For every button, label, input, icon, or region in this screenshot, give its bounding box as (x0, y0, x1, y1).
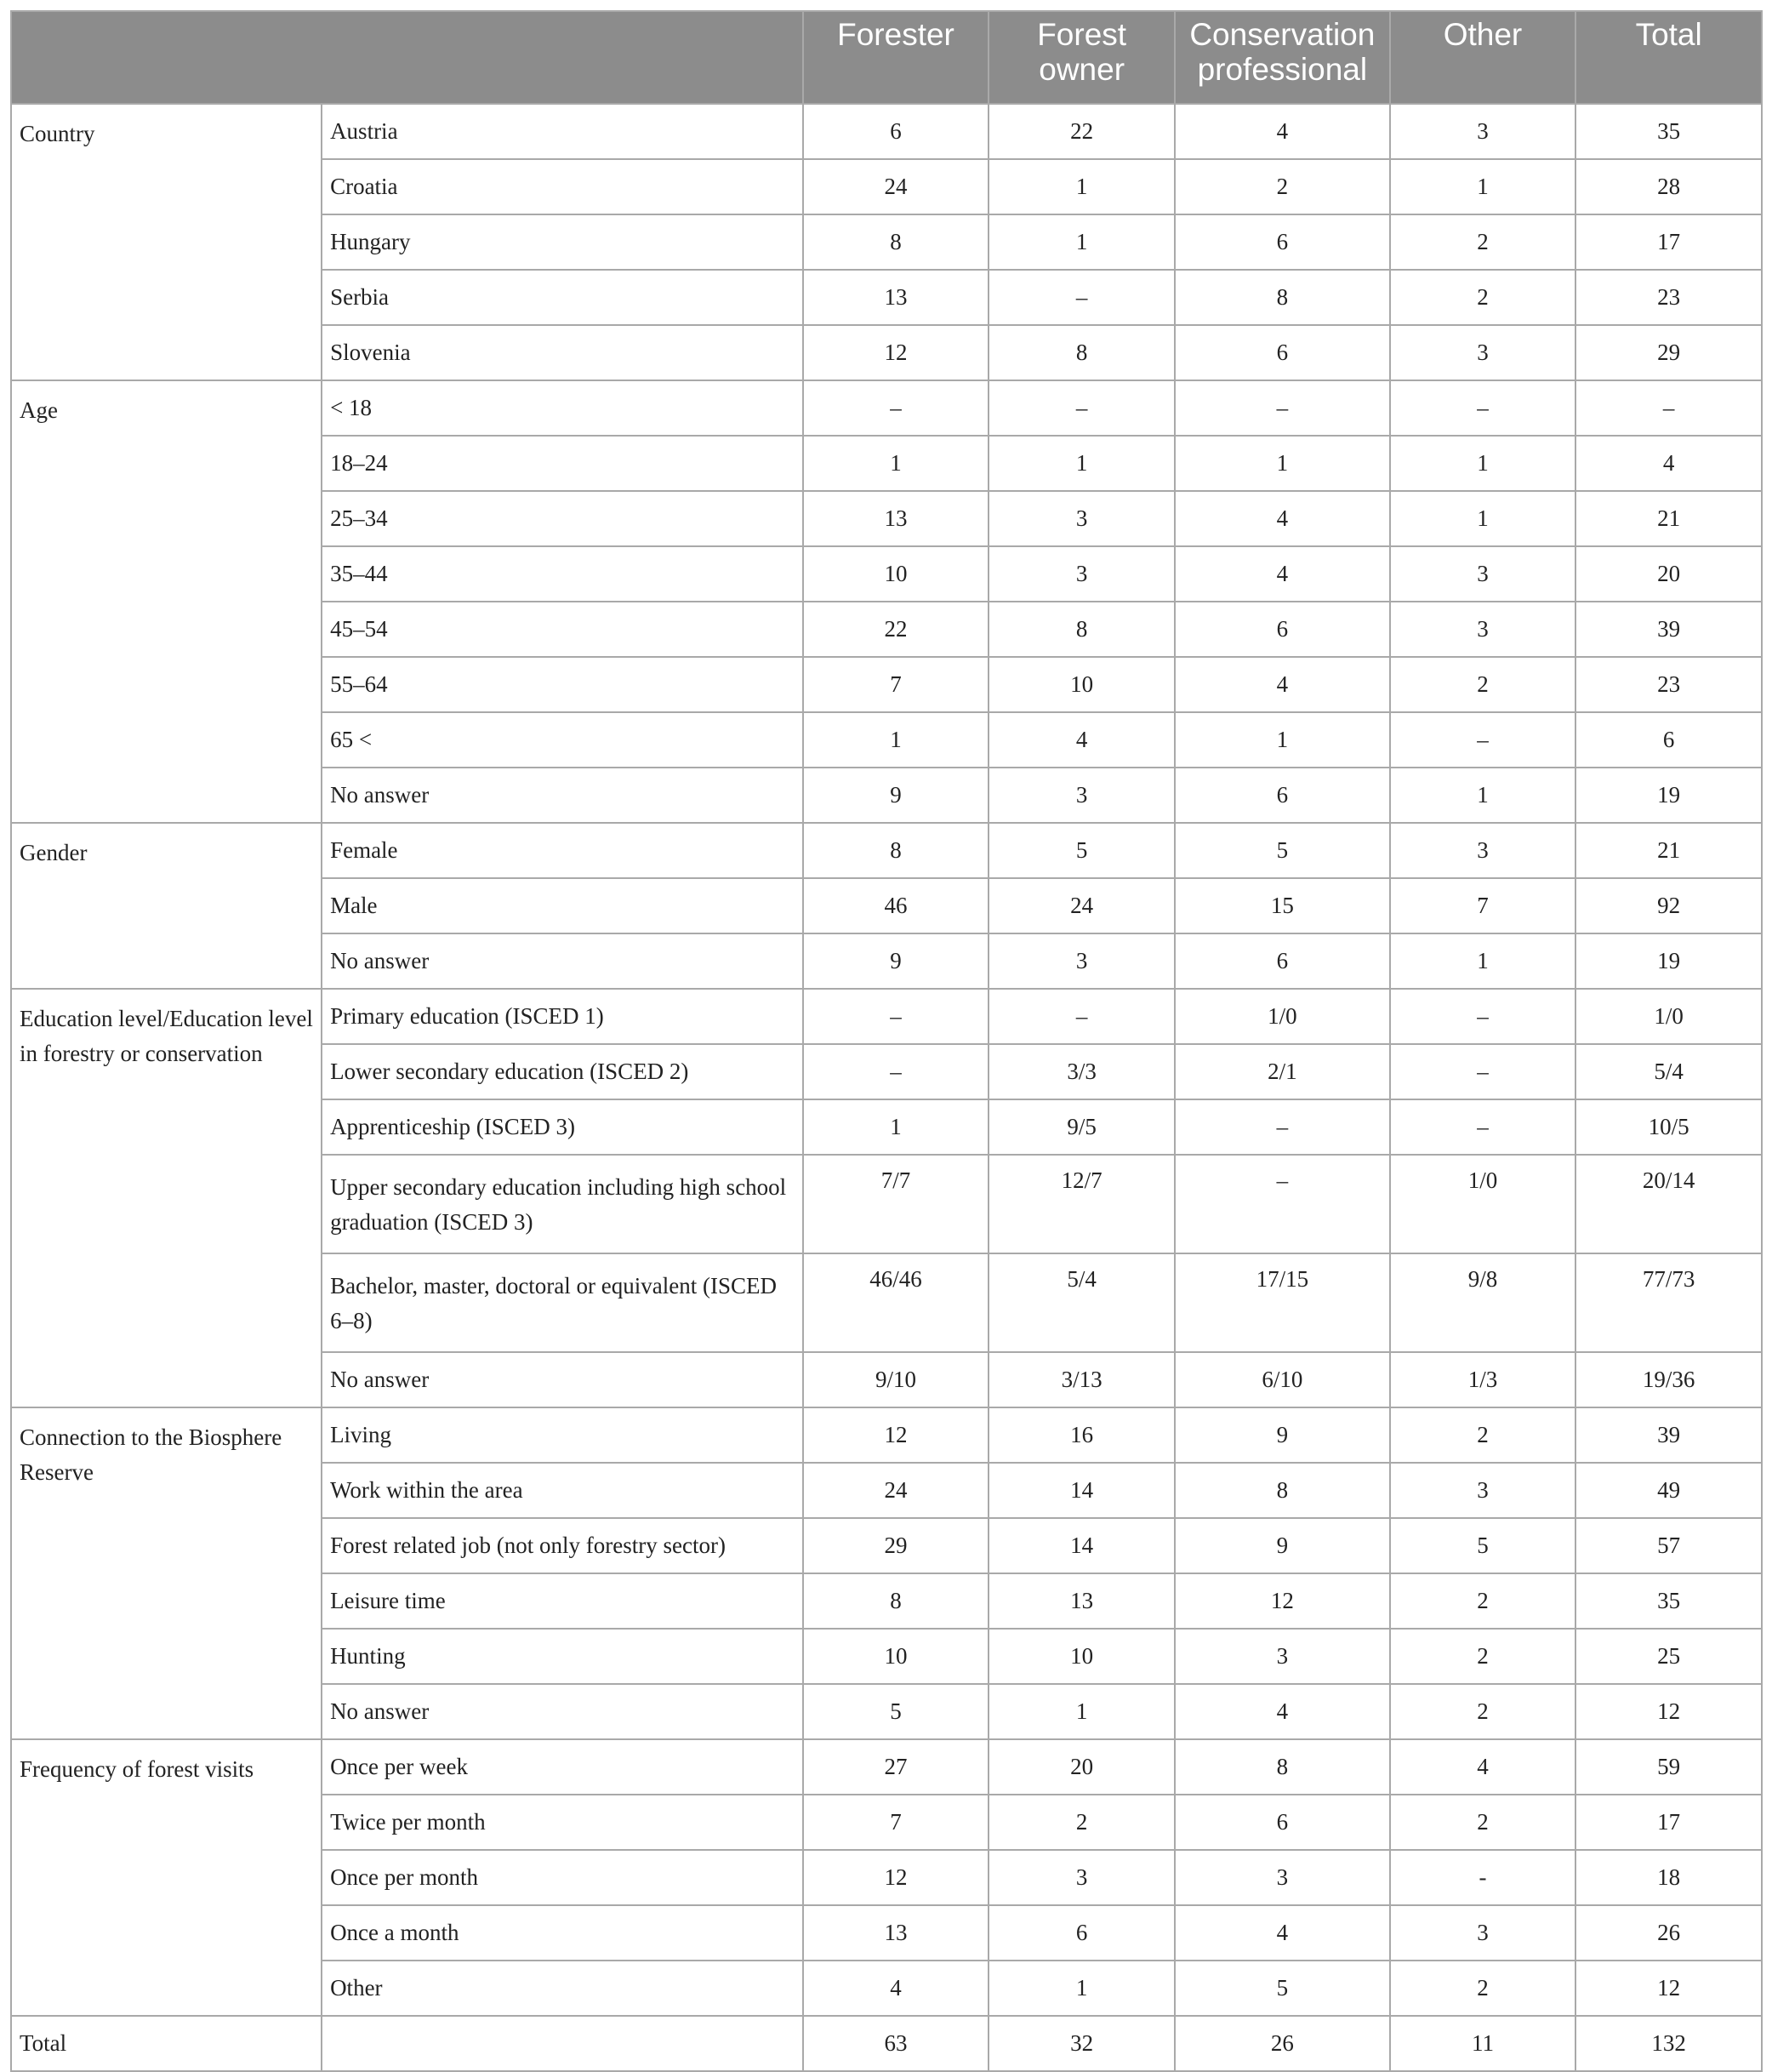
value-cell: 10 (989, 657, 1175, 712)
value-cell: – (1390, 1099, 1576, 1155)
value-cell: 19 (1575, 768, 1762, 823)
value-cell: 8 (803, 823, 989, 878)
value-cell: 6/10 (1175, 1352, 1390, 1407)
value-cell: – (989, 380, 1175, 436)
value-cell: 1 (1175, 712, 1390, 768)
value-cell: 21 (1575, 491, 1762, 546)
value-cell: 13 (989, 1573, 1175, 1629)
value-cell: 59 (1575, 1739, 1762, 1795)
value-cell: 22 (989, 104, 1175, 159)
value-cell: 1 (1390, 159, 1576, 214)
value-cell: 5 (1175, 823, 1390, 878)
value-cell: 3 (989, 933, 1175, 989)
value-cell: 1 (803, 712, 989, 768)
value-cell: 5 (1390, 1518, 1576, 1573)
value-cell: – (803, 380, 989, 436)
row-label-cell: Forest related job (not only forestry sector) (322, 1518, 803, 1573)
value-cell: 6 (1175, 602, 1390, 657)
value-cell: 9 (803, 768, 989, 823)
total-value-cell: 32 (989, 2016, 1175, 2071)
row-label-cell: Male (322, 878, 803, 933)
value-cell: 19/36 (1575, 1352, 1762, 1407)
value-cell: 1 (803, 1099, 989, 1155)
value-cell: – (1390, 1044, 1576, 1099)
value-cell: 3 (1390, 546, 1576, 602)
value-cell: 12 (803, 1407, 989, 1463)
row-label-cell: Hungary (322, 214, 803, 270)
value-cell: 14 (989, 1463, 1175, 1518)
value-cell: 35 (1575, 1573, 1762, 1629)
row-label-cell: 25–34 (322, 491, 803, 546)
value-cell: 14 (989, 1518, 1175, 1573)
column-header-other: Other (1390, 11, 1576, 104)
value-cell: 3 (989, 1850, 1175, 1905)
value-cell: 4 (1175, 1684, 1390, 1739)
value-cell: 9/10 (803, 1352, 989, 1407)
value-cell: 7 (803, 657, 989, 712)
value-cell: 49 (1575, 1463, 1762, 1518)
value-cell: 92 (1575, 878, 1762, 933)
value-cell: 12 (1175, 1573, 1390, 1629)
value-cell: 8 (1175, 1463, 1390, 1518)
value-cell: 13 (803, 491, 989, 546)
value-cell: 6 (1175, 768, 1390, 823)
value-cell: 3/13 (989, 1352, 1175, 1407)
total-value-cell: 11 (1390, 2016, 1576, 2071)
demographics-table (10, 10, 1763, 2072)
total-value-cell: 26 (1175, 2016, 1390, 2071)
value-cell: 2/1 (1175, 1044, 1390, 1099)
value-cell: 1/0 (1575, 989, 1762, 1044)
row-label-cell: 35–44 (322, 546, 803, 602)
value-cell: 1 (803, 436, 989, 491)
value-cell: 22 (803, 602, 989, 657)
total-value-cell: 132 (1575, 2016, 1762, 2071)
category-cell: Connection to the Biosphere Reserve (11, 1407, 322, 1739)
value-cell: 5 (989, 823, 1175, 878)
value-cell: 19 (1575, 933, 1762, 989)
value-cell: 20/14 (1575, 1155, 1762, 1253)
value-cell: 15 (1175, 878, 1390, 933)
value-cell: 17 (1575, 1795, 1762, 1850)
value-cell: 2 (1175, 159, 1390, 214)
value-cell: 6 (1175, 933, 1390, 989)
row-label-cell: Work within the area (322, 1463, 803, 1518)
row-label-cell: Once per month (322, 1850, 803, 1905)
value-cell: 12 (1575, 1684, 1762, 1739)
value-cell: 1/0 (1390, 1155, 1576, 1253)
value-cell: 18 (1575, 1850, 1762, 1905)
value-cell: 46/46 (803, 1253, 989, 1352)
value-cell: 12 (1575, 1961, 1762, 2016)
value-cell: 20 (989, 1739, 1175, 1795)
value-cell: 24 (803, 1463, 989, 1518)
category-cell: Gender (11, 823, 322, 989)
value-cell: 13 (803, 270, 989, 325)
row-label-cell: Female (322, 823, 803, 878)
row-label-cell: Once a month (322, 1905, 803, 1961)
column-header-forester: Forester (803, 11, 989, 104)
value-cell: 3 (1175, 1629, 1390, 1684)
table-row (11, 1407, 1762, 1463)
row-label-cell: Once per week (322, 1739, 803, 1795)
value-cell: 13 (803, 1905, 989, 1961)
value-cell: 2 (1390, 214, 1576, 270)
value-cell: 6 (1175, 325, 1390, 380)
value-cell: 20 (1575, 546, 1762, 602)
category-cell: Country (11, 104, 322, 380)
value-cell: 12 (803, 1850, 989, 1905)
row-label-cell: Austria (322, 104, 803, 159)
value-cell: 1 (989, 436, 1175, 491)
row-label-cell: Twice per month (322, 1795, 803, 1850)
value-cell: 2 (1390, 1961, 1576, 2016)
table-row (11, 989, 1762, 1044)
row-label-cell: 65 < (322, 712, 803, 768)
header-corner-cell (11, 11, 803, 104)
value-cell: 4 (803, 1961, 989, 2016)
total-sublabel-cell (322, 2016, 803, 2071)
table-row (11, 823, 1762, 878)
value-cell: – (803, 1044, 989, 1099)
column-header-forest-owner: Forest owner (989, 11, 1175, 104)
value-cell: 4 (989, 712, 1175, 768)
value-cell: 5/4 (989, 1253, 1175, 1352)
value-cell: 8 (1175, 1739, 1390, 1795)
value-cell: 9/8 (1390, 1253, 1576, 1352)
row-label-cell: Apprenticeship (ISCED 3) (322, 1099, 803, 1155)
value-cell: 9 (1175, 1518, 1390, 1573)
value-cell: 27 (803, 1739, 989, 1795)
value-cell: 4 (1175, 657, 1390, 712)
value-cell: 3 (989, 491, 1175, 546)
value-cell: 3 (1390, 1905, 1576, 1961)
value-cell: 2 (1390, 270, 1576, 325)
value-cell: 9 (803, 933, 989, 989)
value-cell: 6 (803, 104, 989, 159)
value-cell: 3 (1390, 104, 1576, 159)
value-cell: 9 (1175, 1407, 1390, 1463)
value-cell: 12 (803, 325, 989, 380)
total-value-cell: 63 (803, 2016, 989, 2071)
value-cell: 1 (1175, 436, 1390, 491)
value-cell: 3/3 (989, 1044, 1175, 1099)
value-cell: 1/3 (1390, 1352, 1576, 1407)
value-cell: 1 (1390, 768, 1576, 823)
value-cell: 2 (1390, 1573, 1576, 1629)
value-cell: 1/0 (1175, 989, 1390, 1044)
value-cell: – (803, 989, 989, 1044)
value-cell: – (1175, 380, 1390, 436)
value-cell: 1 (989, 214, 1175, 270)
value-cell: 2 (1390, 657, 1576, 712)
value-cell: 16 (989, 1407, 1175, 1463)
value-cell: 10 (803, 546, 989, 602)
category-cell: Education level/Education level in forestry or conservation (11, 989, 322, 1407)
value-cell: 39 (1575, 602, 1762, 657)
value-cell: 23 (1575, 657, 1762, 712)
table-row (11, 104, 1762, 159)
value-cell: 6 (1175, 214, 1390, 270)
category-cell: Frequency of forest visits (11, 1739, 322, 2016)
table-body (11, 104, 1762, 2071)
value-cell: 3 (1390, 1463, 1576, 1518)
value-cell: 8 (1175, 270, 1390, 325)
value-cell: – (1175, 1155, 1390, 1253)
value-cell: 3 (1390, 823, 1576, 878)
value-cell: 10/5 (1575, 1099, 1762, 1155)
value-cell: 46 (803, 878, 989, 933)
row-label-cell: Bachelor, master, doctoral or equivalent (ISCED 6–8) (322, 1253, 803, 1352)
total-row (11, 2016, 1762, 2071)
row-label-cell: Leisure time (322, 1573, 803, 1629)
row-label-cell: 55–64 (322, 657, 803, 712)
value-cell: 57 (1575, 1518, 1762, 1573)
value-cell: 2 (1390, 1684, 1576, 1739)
value-cell: 3 (989, 768, 1175, 823)
row-label-cell: Croatia (322, 159, 803, 214)
row-label-cell: Upper secondary education including high school graduation (ISCED 3) (322, 1155, 803, 1253)
value-cell: 4 (1175, 546, 1390, 602)
value-cell: 10 (803, 1629, 989, 1684)
row-label-cell: Other (322, 1961, 803, 2016)
value-cell: 3 (989, 546, 1175, 602)
value-cell: 3 (1390, 325, 1576, 380)
row-label-cell: No answer (322, 1352, 803, 1407)
row-label-cell: Lower secondary education (ISCED 2) (322, 1044, 803, 1099)
value-cell: 8 (989, 325, 1175, 380)
column-header-total: Total (1575, 11, 1762, 104)
value-cell: 17/15 (1175, 1253, 1390, 1352)
row-label-cell: No answer (322, 1684, 803, 1739)
value-cell: 7 (1390, 878, 1576, 933)
row-label-cell: Slovenia (322, 325, 803, 380)
value-cell: 1 (1390, 491, 1576, 546)
value-cell: 29 (1575, 325, 1762, 380)
value-cell: – (1390, 712, 1576, 768)
value-cell: 24 (803, 159, 989, 214)
row-label-cell: No answer (322, 933, 803, 989)
value-cell: 8 (803, 1573, 989, 1629)
value-cell: 8 (803, 214, 989, 270)
value-cell: 9/5 (989, 1099, 1175, 1155)
value-cell: – (1390, 380, 1576, 436)
value-cell: 2 (1390, 1407, 1576, 1463)
value-cell: 23 (1575, 270, 1762, 325)
total-label-cell: Total (11, 2016, 322, 2071)
value-cell: 25 (1575, 1629, 1762, 1684)
column-header-conservation-professional: Conservation professional (1175, 11, 1390, 104)
value-cell: 12/7 (989, 1155, 1175, 1253)
value-cell: 4 (1175, 491, 1390, 546)
value-cell: 1 (1390, 933, 1576, 989)
row-label-cell: Hunting (322, 1629, 803, 1684)
value-cell: – (989, 989, 1175, 1044)
value-cell: 6 (1175, 1795, 1390, 1850)
row-label-cell: Living (322, 1407, 803, 1463)
row-label-cell: < 18 (322, 380, 803, 436)
value-cell: 28 (1575, 159, 1762, 214)
value-cell: 2 (1390, 1629, 1576, 1684)
value-cell: 1 (1390, 436, 1576, 491)
table-header (11, 11, 1762, 104)
value-cell: 4 (1390, 1739, 1576, 1795)
row-label-cell: 45–54 (322, 602, 803, 657)
value-cell: 77/73 (1575, 1253, 1762, 1352)
value-cell: 7 (803, 1795, 989, 1850)
row-label-cell: No answer (322, 768, 803, 823)
value-cell: 5 (803, 1684, 989, 1739)
table-row (11, 1739, 1762, 1795)
value-cell: 4 (1175, 1905, 1390, 1961)
value-cell: 1 (989, 159, 1175, 214)
value-cell: 2 (1390, 1795, 1576, 1850)
value-cell: 35 (1575, 104, 1762, 159)
value-cell: – (1175, 1099, 1390, 1155)
value-cell: – (1390, 989, 1576, 1044)
value-cell: 1 (989, 1684, 1175, 1739)
value-cell: 3 (1175, 1850, 1390, 1905)
value-cell: 5 (1175, 1961, 1390, 2016)
row-label-cell: Serbia (322, 270, 803, 325)
value-cell: 17 (1575, 214, 1762, 270)
value-cell: 2 (989, 1795, 1175, 1850)
table-container (10, 10, 1763, 2072)
row-label-cell: Primary education (ISCED 1) (322, 989, 803, 1044)
value-cell: 3 (1390, 602, 1576, 657)
value-cell: 4 (1175, 104, 1390, 159)
value-cell: 8 (989, 602, 1175, 657)
value-cell: 24 (989, 878, 1175, 933)
value-cell: 21 (1575, 823, 1762, 878)
value-cell: – (989, 270, 1175, 325)
value-cell: – (1575, 380, 1762, 436)
value-cell: 39 (1575, 1407, 1762, 1463)
value-cell: 1 (989, 1961, 1175, 2016)
value-cell: 26 (1575, 1905, 1762, 1961)
value-cell: 10 (989, 1629, 1175, 1684)
value-cell: 4 (1575, 436, 1762, 491)
category-cell: Age (11, 380, 322, 823)
row-label-cell: 18–24 (322, 436, 803, 491)
value-cell: 6 (989, 1905, 1175, 1961)
value-cell: 7/7 (803, 1155, 989, 1253)
value-cell: 5/4 (1575, 1044, 1762, 1099)
header-row (11, 11, 1762, 104)
value-cell: 6 (1575, 712, 1762, 768)
value-cell: 29 (803, 1518, 989, 1573)
value-cell: - (1390, 1850, 1576, 1905)
table-row (11, 380, 1762, 436)
